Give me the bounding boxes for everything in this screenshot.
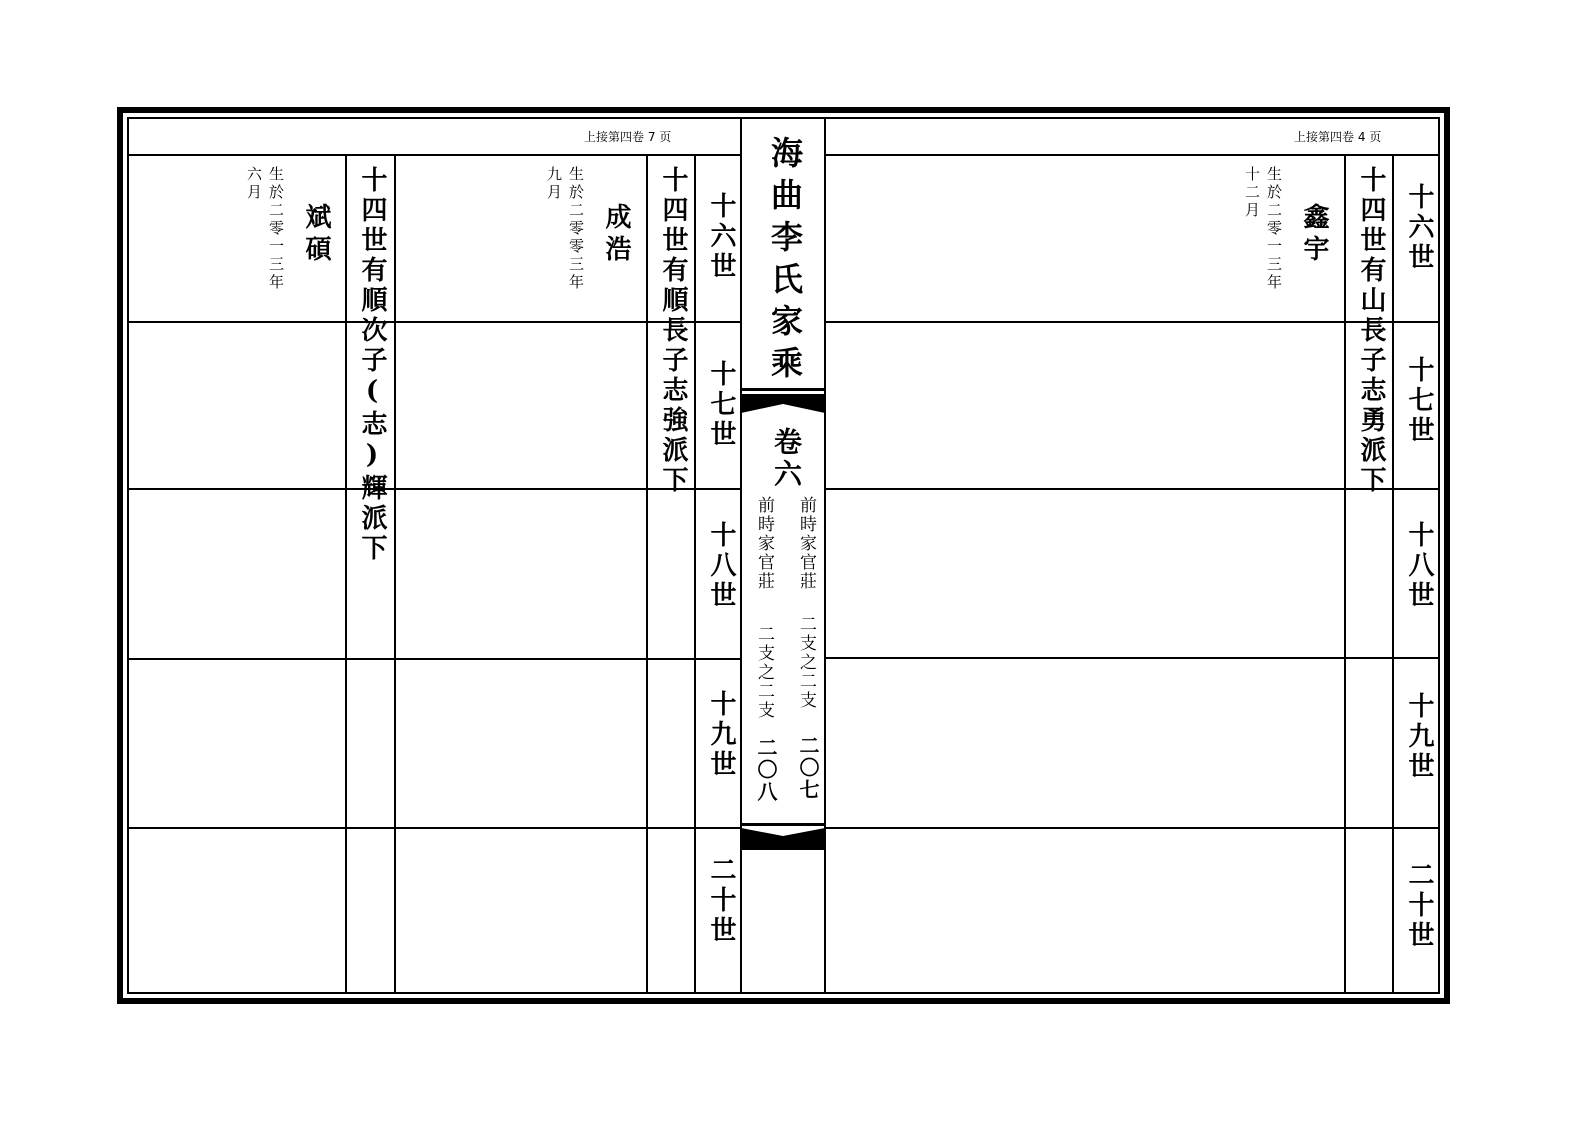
left-gen-column-border	[694, 154, 696, 994]
left-page-number: 二〇八	[754, 737, 778, 803]
left-lineage-col-border-b	[394, 154, 396, 994]
person-name-chenghao: 成浩	[601, 203, 631, 267]
book-title: 海曲李氏家乘	[766, 136, 804, 388]
left-lineage-col-border-c	[345, 154, 347, 994]
left-gen-label-4: 十九世	[706, 690, 736, 780]
right-gen-label-4: 十九世	[1404, 692, 1434, 782]
right-row-line-2	[825, 488, 1439, 490]
left-gen-label-5: 二十世	[706, 856, 736, 946]
header-divider-right	[825, 154, 1439, 156]
person-birth-binshuo: 生於二零一三年	[267, 166, 285, 292]
left-lineage-col-border-a	[646, 154, 648, 994]
right-row-line-4	[825, 827, 1439, 829]
person-birth-chenghao: 生於二零零三年	[567, 166, 585, 292]
right-gen-label-3: 十八世	[1404, 521, 1434, 611]
right-lineage-heading: 十四世有山長子志勇派下	[1356, 166, 1386, 496]
left-gen-label-3: 十八世	[706, 521, 736, 611]
right-page-branch: 二支之二支	[796, 615, 816, 710]
right-gen-column-border	[1392, 154, 1394, 994]
left-gen-label-1: 十六世	[706, 192, 736, 282]
left-row-line-4	[127, 827, 741, 829]
left-row-line-2	[127, 488, 741, 490]
right-gen-label-1: 十六世	[1404, 183, 1434, 273]
left-row-line-3	[127, 658, 741, 660]
person-birth-month-xinyu: 十二月	[1243, 166, 1261, 220]
person-name-binshuo: 斌碩	[301, 203, 331, 267]
left-page-place: 前時家官莊	[754, 496, 774, 591]
right-page-number: 二〇七	[796, 735, 820, 801]
right-lineage-col-border	[1344, 154, 1346, 994]
left-gen-label-2: 十七世	[706, 360, 736, 450]
right-gen-label-2: 十七世	[1404, 356, 1434, 446]
left-lineage-heading-right: 十四世有順長子志強派下	[658, 166, 688, 496]
header-divider-left	[127, 154, 741, 156]
right-header-note: 上接第四卷 4 页	[1294, 130, 1382, 144]
person-name-xinyu: 鑫宇	[1299, 203, 1329, 267]
person-birth-month-chenghao: 九月	[545, 166, 563, 202]
right-row-line-1	[825, 321, 1439, 323]
right-row-line-3	[825, 657, 1439, 659]
person-birth-month-binshuo: 六月	[245, 166, 263, 202]
right-gen-label-5: 二十世	[1404, 861, 1434, 951]
right-page-place: 前時家官莊	[796, 496, 816, 591]
person-birth-xinyu: 生於二零一三年	[1265, 166, 1283, 292]
left-lineage-heading-left: 十四世有順次子(志)輝派下	[357, 166, 387, 564]
left-header-note: 上接第四卷 7 页	[584, 130, 672, 144]
left-page-branch: 二支之二支	[754, 625, 774, 720]
left-row-line-1	[127, 321, 741, 323]
volume-label: 卷六	[770, 427, 803, 491]
